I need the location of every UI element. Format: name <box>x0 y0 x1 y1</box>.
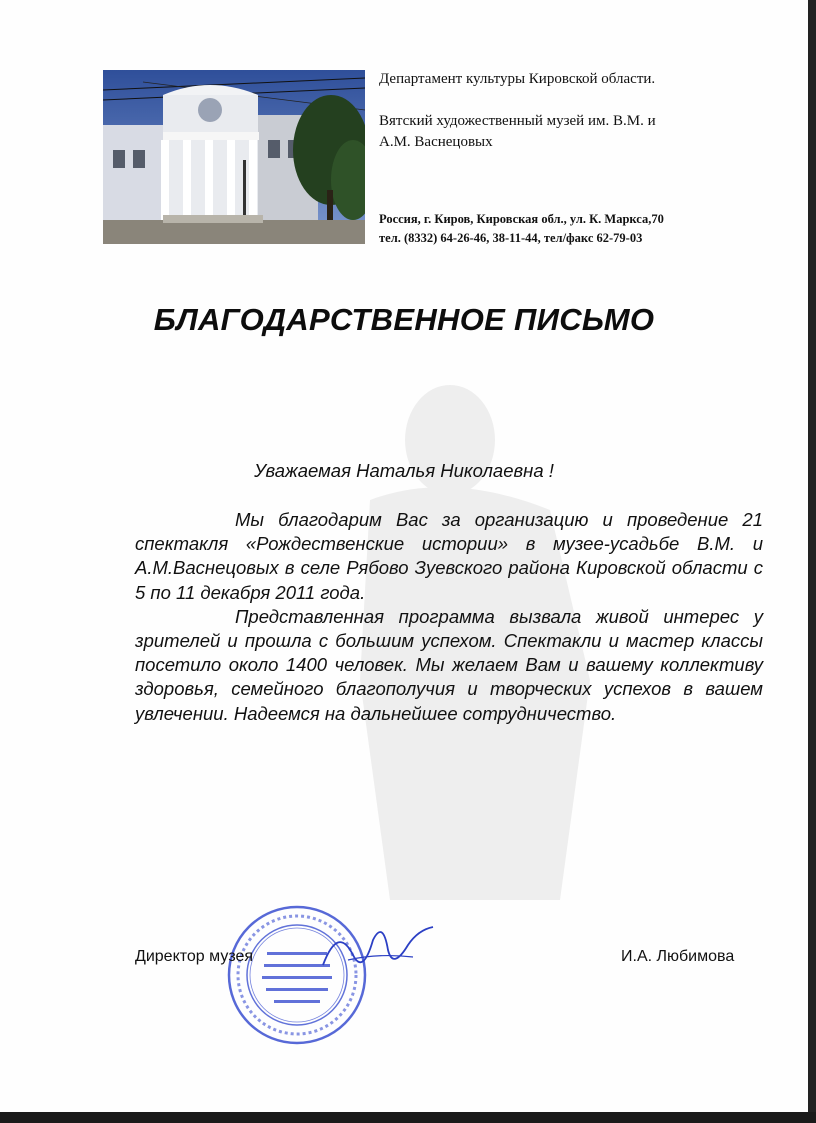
handwritten-signature <box>318 915 438 985</box>
phone-line: тел. (8332) 64-26-46, 38-11-44, тел/факс 62-79-03 <box>379 231 643 245</box>
greeting: Уважаемая Наталья Николаевна ! <box>254 460 554 481</box>
address-line: Россия, г. Киров, Кировская обл., ул. К. Маркса,70 <box>379 212 664 226</box>
letter-title: БЛАГОДАРСТВЕННОЕ ПИСЬМО <box>153 302 655 337</box>
museum-building-photo <box>103 70 365 244</box>
signatory-name: И.А. Любимова <box>621 948 735 965</box>
museum-name-line1: Вятский художественный музей им. В.М. и <box>379 113 656 129</box>
body-paragraph-1: Мы благодарим Вас за организацию и проведение 21 спектакля «Рождественские истории» в музее-усадьбе В.М. и А.М.Васнецовых в селе Рябово Зуевского района Кировской области с 5 по 11 декабря 2011 года. <box>135 509 763 603</box>
signature-role: Директор музея <box>135 948 254 965</box>
museum-name <box>379 111 779 153</box>
body-paragraph-2: Представленная программа вызвала живой интерес у зрителей и прошла с большим успехом. Спектакли и мастер классы посетило около 1400 человек. Мы желаем Вам и вашему коллективу здоровья, семейного благополучия и творческих успехов в вашем увлечении. Надеемся на дальнейшее сотрудничество. <box>135 605 763 724</box>
scan-border-right <box>808 0 816 1123</box>
museum-name-line2: А.М. Васнецовых <box>379 134 493 150</box>
contact-block <box>379 210 664 248</box>
department-name: Департамент культуры Кировской области. <box>379 71 656 87</box>
letter-body <box>135 508 763 726</box>
scan-border-bottom <box>0 1112 816 1123</box>
